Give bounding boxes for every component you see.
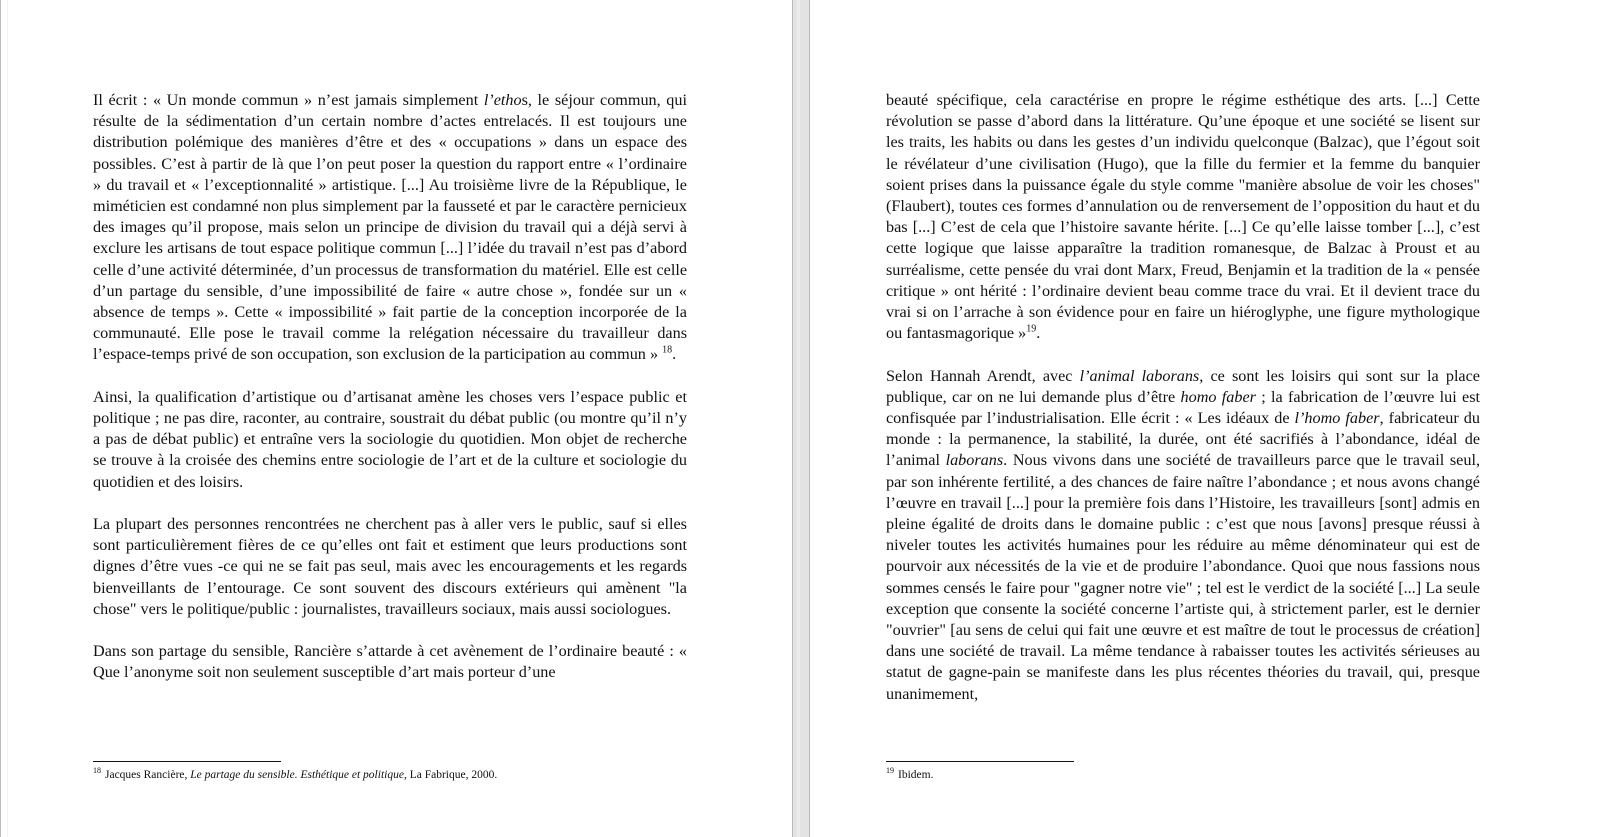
footnote-text bbox=[898, 769, 933, 781]
text-run: beauté spécifique, cela caractérise en propre le régime esthétique des arts. [...] Cette révolution se passe d’abord dans la littérature. Qu’une époque et une société se lisent sur les traits, les habits ou dans les gestes d’un individu quelconque (Balzac), que l’égout soit le révélateur d’une civilisation (Hugo), que la fille du fermier et la femme du banquier soient prises dans la puissance égale du style comme "manière absolue de voir les choses" (Flaubert), toutes ces formes d’annulation ou de renversement de l’opposition du haut et du bas [...] C’est de cela que l’histoire savante hérite. [...] Ce qu’elle laisse tomber [...], c’est cette logique que laisse apparaître la tradition romanesque, de Balzac à Proust et au surréalisme, cette pensée du vrai dont Marx, Freud, Benjamin et la tradition de la « pensée critique » ont hérité : l’ordinaire devient beau comme trace du vrai. Et il devient trace du vrai si on l’arrache à son évidence pour en faire un hiéroglyphe, une figure mythologique ou fantasmagorique » bbox=[886, 91, 1480, 343]
text-run: , fabricateur du monde : la permanence, la stabilité, la durée, ont été sacrifiés à l’abondance, idéal de l’animal bbox=[886, 409, 1480, 470]
footnote-text bbox=[105, 769, 497, 781]
footnote-separator bbox=[93, 761, 281, 762]
right-page bbox=[810, 0, 1601, 837]
footnote-separator bbox=[886, 761, 1074, 762]
text-run: Ibidem. bbox=[898, 769, 934, 781]
text-run: La plupart des personnes rencontrées ne cherchent pas à aller vers le public, sauf si elles sont particulièrement fières de ce qu’elles ont fait et estiment que leurs productions sont dignes d’être vues -ce qui ne se fait pas seul, mais avec les encouragements et les regards bienveillants de l’entourage. Ce sont souvent des discours extérieurs qui amènent "la chose" vers le politique/public : journalistes, travailleurs sociaux, mais aussi sociologues. bbox=[93, 515, 687, 618]
paragraph bbox=[886, 90, 1480, 344]
text-run: . bbox=[1036, 324, 1041, 343]
italic-run: l’animal laborans bbox=[1079, 366, 1200, 385]
paragraph bbox=[93, 90, 687, 366]
italic-run: l’etho bbox=[483, 91, 522, 109]
footnote bbox=[886, 768, 933, 782]
italic-run: laborans bbox=[945, 451, 1004, 470]
text-run: , La Fabrique, 2000. bbox=[403, 769, 498, 781]
text-run: . Nous vivons dans une société de travailleurs parce que le travail seul, par son inhérente fertilité, a des chances de faire naître l’abondance ; et nous avons changé l’œuvre en travail [...] pour la première fois dans l’Histoire, les travailleurs [sont] admis en pleine égalité de droits dans le domaine public : c’est que nous [avons] presque réussi à niveler toutes les activités humaines pour les réduire au même dénominateur qui est de pourvoir aux nécessités de la vie et de produire l’abondance. Quoi que nous fassions nous sommes censés le faire pour "gagner notre vie" ; tel est le verdict de la société [...] La seule exception que consente la société concerne l’artiste qui, à strictement parler, est le dernier "ouvrier" [au sens de celui qui fait une œuvre et est maître de tout le processus de création] dans une société de travail. La même tendance à rabaisser toutes les activités sérieuses au statut de gagne-pain se manifeste dans les plus récentes théories du travail, qui, presque unanimement, bbox=[886, 451, 1480, 703]
paragraph bbox=[93, 387, 687, 493]
text-run: Dans son partage du sensible, Rancière s’attarde à cet avènement de l’ordinaire beauté : « Que l’anonyme soit non seulement susceptible d’art mais porteur d’une bbox=[93, 642, 687, 682]
footnote bbox=[93, 768, 497, 782]
footnote-number: 18 bbox=[93, 766, 101, 776]
paragraph bbox=[93, 641, 687, 683]
italic-run: homo faber bbox=[1180, 387, 1256, 406]
paragraph bbox=[93, 514, 687, 620]
text-run: Jacques Rancière, bbox=[105, 769, 191, 781]
footnote-reference[interactable]: 18 bbox=[662, 345, 673, 357]
page-gutter bbox=[792, 0, 810, 837]
text-run: . bbox=[672, 345, 677, 364]
right-page-body bbox=[886, 90, 1480, 705]
gutter-stripe bbox=[797, 0, 800, 837]
text-run: , ce sont les loisirs qui sont sur la place publique, car on ne lui demande plus d’être bbox=[886, 366, 1480, 406]
footnote-reference[interactable]: 19 bbox=[1026, 323, 1037, 335]
italic-run: Le partage du sensible. Esthétique et politique bbox=[190, 769, 404, 781]
text-run: s, le séjour commun, qui résulte de la sédimentation d’un certain nombre d’actes entrelacés. Il est toujours une distribution polémique des manières d’être et des « occupations » dans un espace des possibles. C’est à partir de là que l’on peut poser la question du rapport entre « l’ordinaire » du travail et « l’exceptionnalité » artistique. [...] Au troisième livre de la République, le miméticien est condamné non plus simplement par la fausseté et par le caractère pernicieux des images qu’il propose, mais selon un principe de division du travail qui a déjà servi à exclure les artisans de tout espace politique commun [...] l’idée du travail n’est pas d’abord celle d’une activité déterminée, d’un processus de transformation du matériel. Elle est celle d’un partage du sensible, d’une impossibilité de faire « autre chose », fondée sur un « absence de temps ». Cette « impossibilité » fait partie de la conception incorporée de la communauté. Elle pose le travail comme la relégation nécessaire du travailleur dans l’espace-temps privé de son occupation, son exclusion de la participation au commun » bbox=[93, 91, 687, 364]
page-edge-line bbox=[7, 0, 8, 837]
footnote-number: 19 bbox=[886, 766, 894, 776]
italic-run: l’homo faber bbox=[1294, 409, 1380, 428]
text-run: ; la fabrication de l’œuvre lui est confisquée par l’industrialisation. Elle écrit : « Les idéaux de bbox=[886, 387, 1480, 428]
text-run: Ainsi, la qualification d’artistique ou d’artisanat amène les choses vers l’espace public et politique ; ne pas dire, raconter, au contraire, soustrait du débat public (ou montre qu’il n’y a pas de débat public) et entraîne vers la sociologie du quotidien. Mon objet de recherche se trouve à la croisée des chemins entre sociologie de l’art et de la culture et sociologie du quotidien et des loisirs. bbox=[93, 387, 687, 491]
left-page-body bbox=[93, 90, 687, 684]
text-run: Il écrit : « Un monde commun » n’est jamais simplement bbox=[93, 91, 484, 109]
text-run: Selon Hannah Arendt, avec bbox=[886, 366, 1080, 385]
paragraph bbox=[886, 366, 1480, 705]
left-page bbox=[1, 0, 792, 837]
